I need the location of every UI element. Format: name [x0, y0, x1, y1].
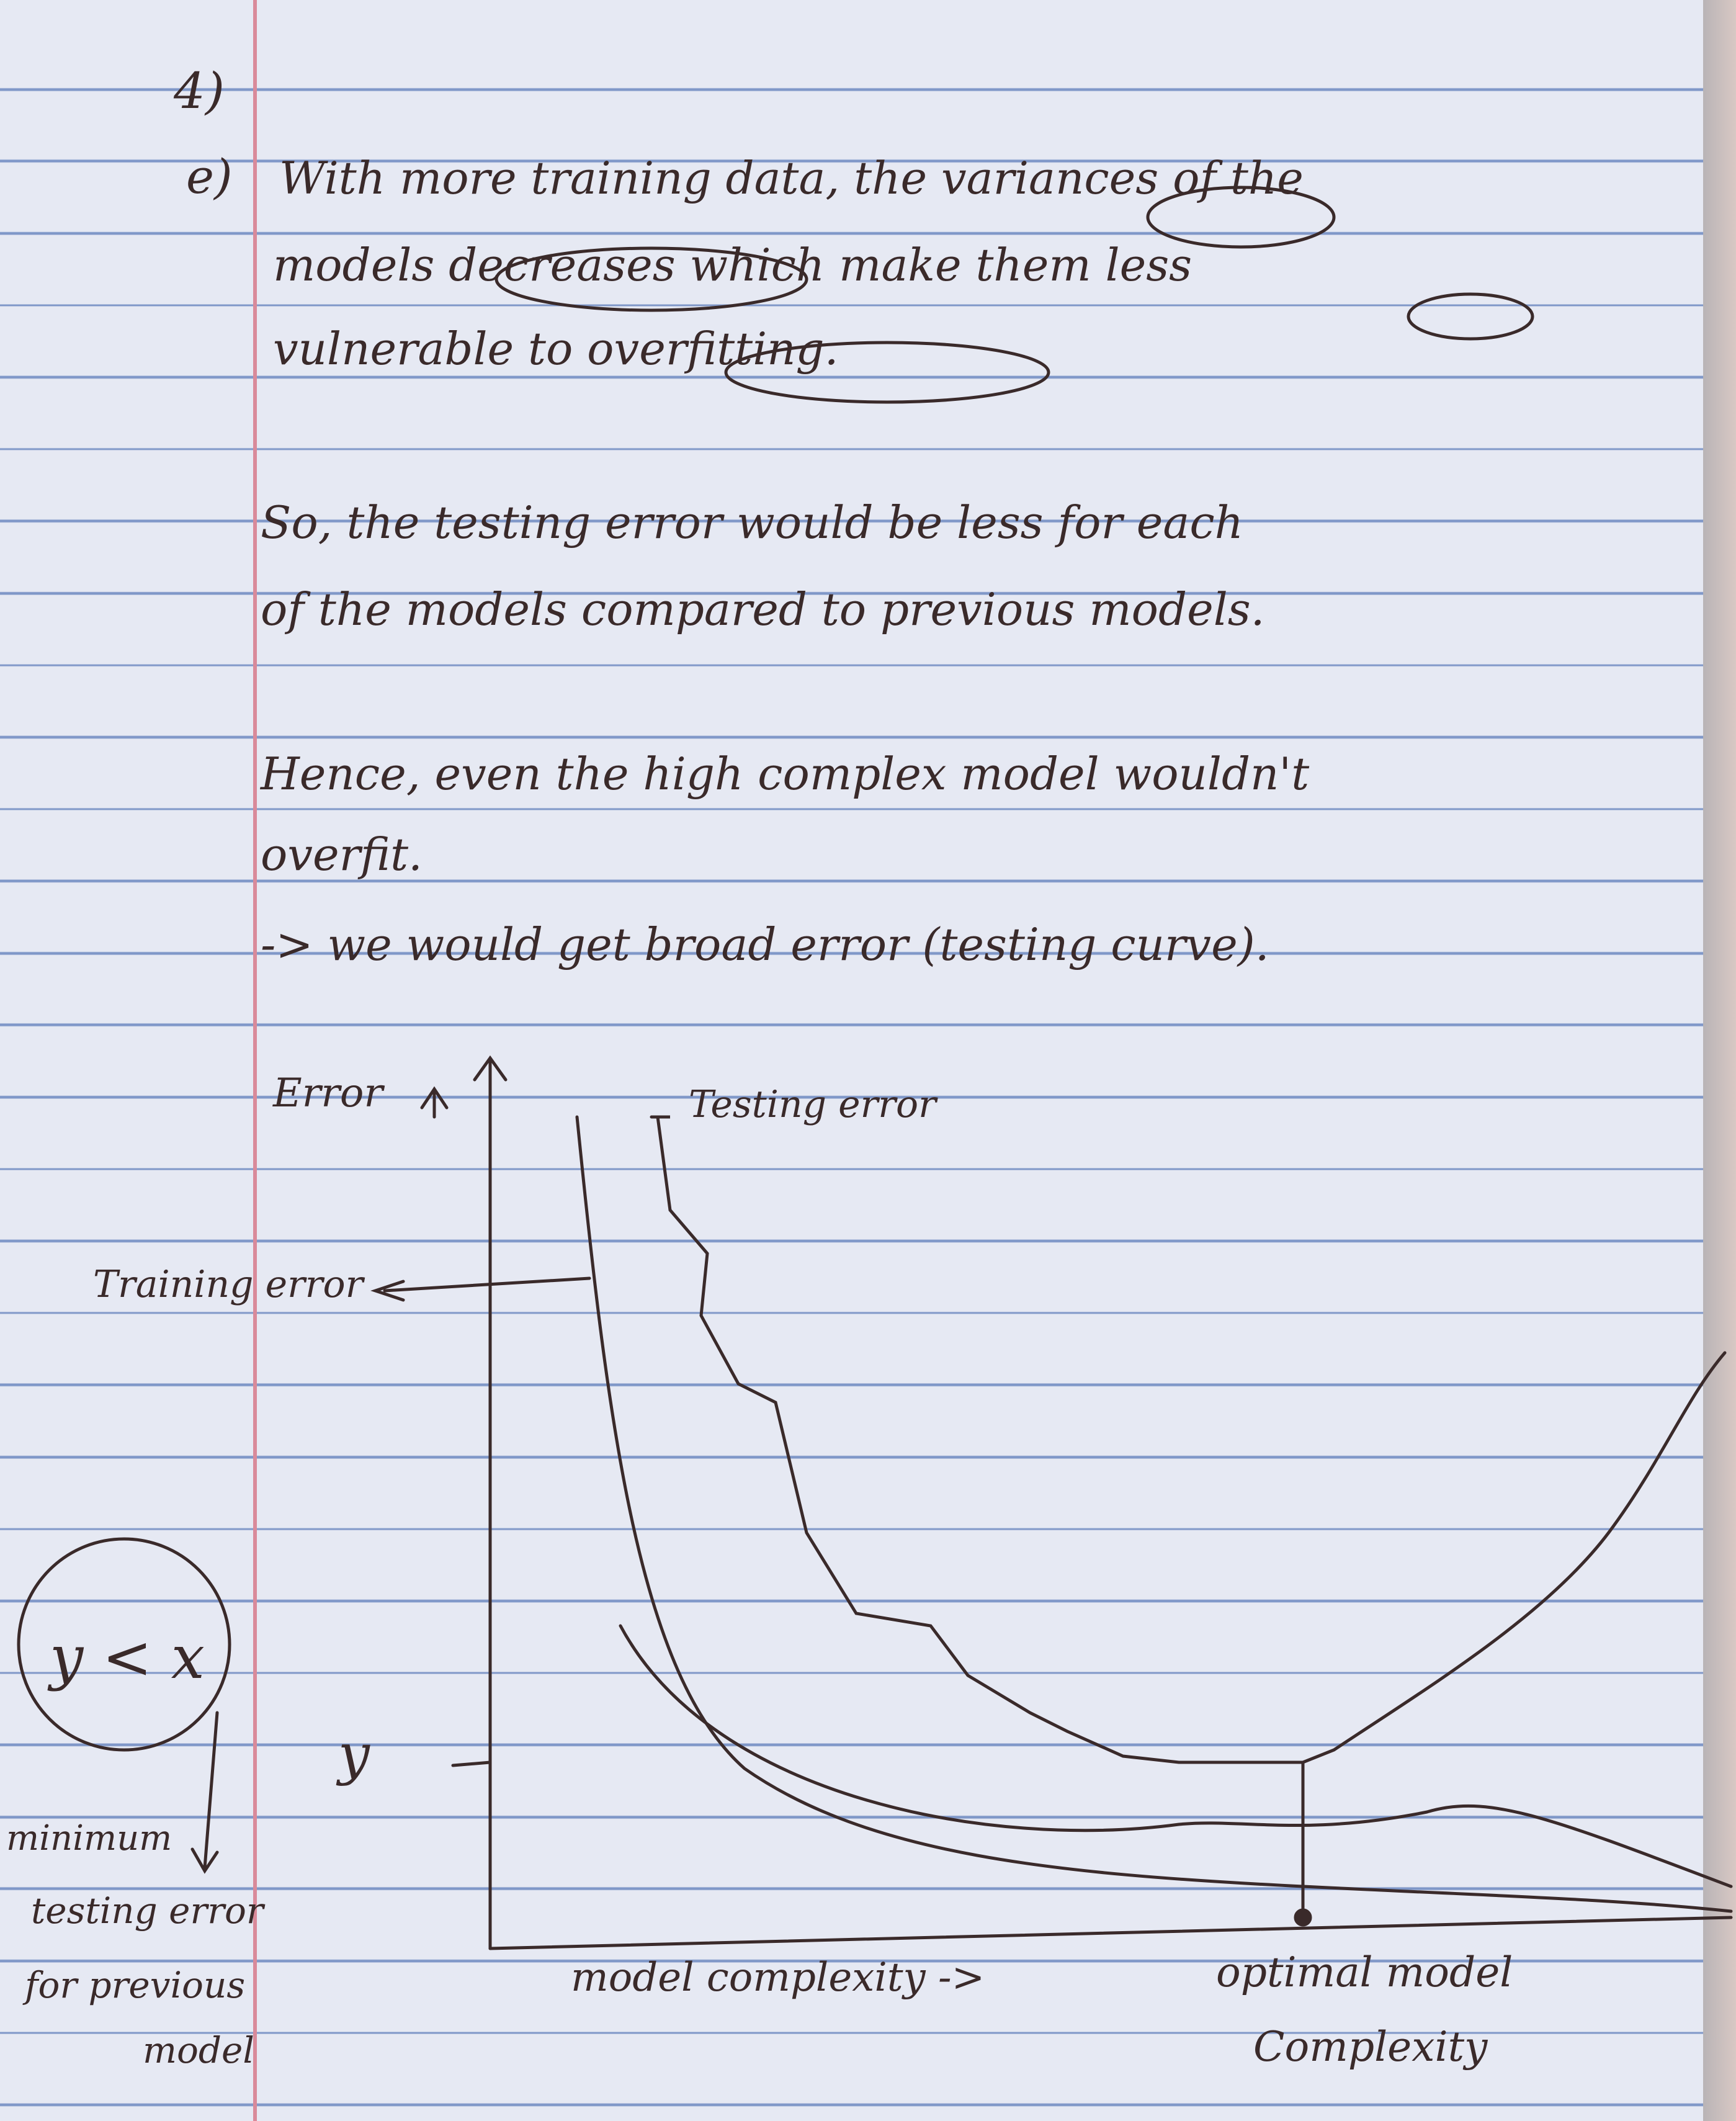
paragraph1-line1: With more training data, the variances of the [279, 152, 1304, 204]
x-axis-label: model complexity -> [571, 1955, 985, 2001]
note-line1: minimum [6, 1818, 172, 1859]
testing-curve [658, 1117, 1725, 1762]
y-marker-label: y [338, 1722, 370, 1787]
circle-variances [1148, 187, 1334, 247]
note-line2: testing error [31, 1890, 264, 1932]
circle-decreases [496, 248, 807, 310]
paragraph3-line2: overfit. [261, 828, 423, 881]
training-error-label: Training error [93, 1263, 364, 1306]
paragraph4: -> we would get broad error (testing curve). [261, 918, 1269, 971]
inequality-circle [19, 1539, 230, 1750]
optimal-label-2: Complexity [1253, 2023, 1488, 2071]
previous-training-curve [620, 1626, 1731, 1886]
training-arrow [375, 1278, 589, 1300]
paragraph1-line2: models decreases which make them less [273, 239, 1192, 291]
training-curve [577, 1117, 1731, 1911]
note-line4: model [143, 2029, 254, 2071]
note-line3: for previous [25, 1964, 246, 2006]
x-axis [490, 1917, 1731, 1948]
y-axis-label: Error [273, 1070, 383, 1116]
part-label: e) [186, 149, 233, 204]
paragraph2-line2: of the models compared to previous models. [261, 583, 1265, 635]
circle-overfitting [726, 343, 1049, 402]
note-arrow [192, 1713, 217, 1871]
question-number: 4) [174, 62, 225, 120]
y-axis [475, 1058, 506, 1948]
paragraph3-line1: Hence, even the high complex model wouldn't [261, 748, 1310, 800]
y-tick [453, 1762, 490, 1765]
optimal-label-1: optimal model [1216, 1948, 1513, 1996]
paragraph2-line1: So, the testing error would be less for each [261, 496, 1244, 549]
optimal-point [1295, 1910, 1310, 1925]
inequality-label: y < x [50, 1623, 205, 1692]
error-arrow [422, 1089, 447, 1117]
circle-less [1408, 294, 1532, 339]
paragraph1-line3: vulnerable to overfitting. [273, 323, 839, 375]
testing-error-label: Testing error [689, 1083, 936, 1126]
